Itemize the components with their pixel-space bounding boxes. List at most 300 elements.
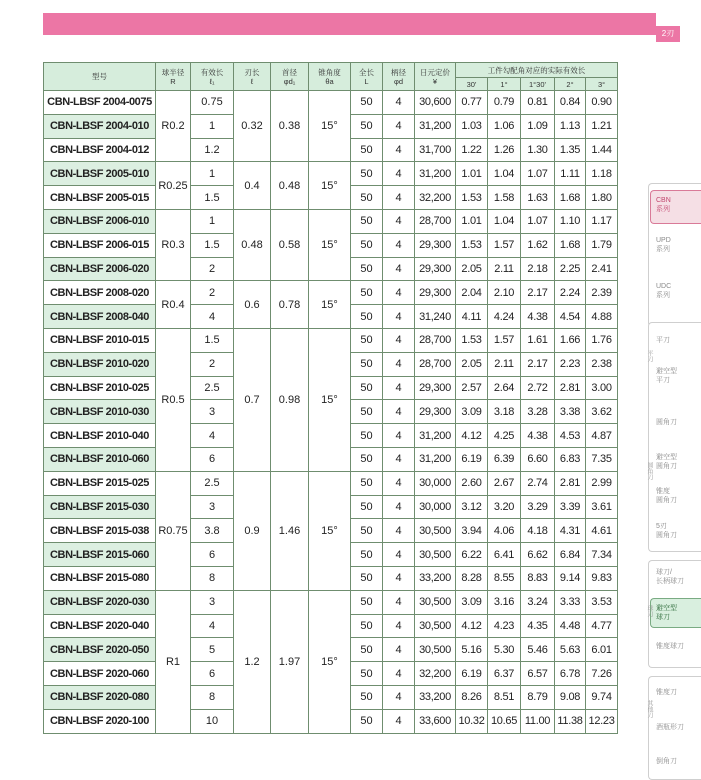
col-angle-1deg30: 1°30' xyxy=(521,78,555,91)
effective-length-cell: 3.53 xyxy=(586,590,618,614)
model-cell: CBN-LBSF 2004-012 xyxy=(44,138,156,162)
shank-cell: 4 xyxy=(383,138,415,162)
effective-length-cell: 3.62 xyxy=(586,400,618,424)
eff-len-cell: 1.5 xyxy=(191,186,234,210)
eff-len-cell: 4 xyxy=(191,424,234,448)
total-len-cell: 50 xyxy=(351,281,383,305)
side-nav-vertical-label: 球刀 xyxy=(646,605,652,617)
price-cell: 28,700 xyxy=(415,209,456,233)
effective-length-cell: 6.19 xyxy=(456,447,488,471)
effective-length-cell: 3.38 xyxy=(555,400,586,424)
effective-length-cell: 2.81 xyxy=(555,471,586,495)
eff-len-cell: 2.5 xyxy=(191,376,234,400)
effective-length-cell: 6.60 xyxy=(521,447,555,471)
effective-length-cell: 4.61 xyxy=(586,519,618,543)
price-cell: 29,300 xyxy=(415,233,456,257)
effective-length-cell: 1.58 xyxy=(488,186,521,210)
effective-length-cell: 3.00 xyxy=(586,376,618,400)
side-nav-item[interactable] xyxy=(656,688,677,697)
price-cell: 29,300 xyxy=(415,400,456,424)
price-cell: 31,200 xyxy=(415,162,456,186)
effective-length-cell: 1.17 xyxy=(586,209,618,233)
total-len-cell: 50 xyxy=(351,495,383,519)
effective-length-cell: 2.38 xyxy=(586,352,618,376)
effective-length-cell: 6.84 xyxy=(555,543,586,567)
neck-cell: 0.48 xyxy=(271,162,309,210)
effective-length-cell: 2.57 xyxy=(456,376,488,400)
radius-cell: R0.75 xyxy=(156,471,191,590)
shank-cell: 4 xyxy=(383,638,415,662)
effective-length-cell: 2.05 xyxy=(456,257,488,281)
price-cell: 30,500 xyxy=(415,543,456,567)
effective-length-cell: 5.63 xyxy=(555,638,586,662)
eff-len-cell: 4 xyxy=(191,305,234,329)
table-row xyxy=(44,328,618,352)
effective-length-cell: 3.39 xyxy=(555,495,586,519)
effective-length-cell: 9.08 xyxy=(555,685,586,709)
effective-length-cell: 0.79 xyxy=(488,91,521,115)
eff-len-cell: 3 xyxy=(191,590,234,614)
side-nav-item[interactable] xyxy=(650,190,701,224)
shank-cell: 4 xyxy=(383,709,415,733)
side-nav-item[interactable] xyxy=(656,487,677,505)
side-nav-label: 球刀/ xyxy=(656,569,672,576)
effective-length-cell: 2.72 xyxy=(521,376,555,400)
effective-length-cell: 2.60 xyxy=(456,471,488,495)
model-cell: CBN-LBSF 2020-050 xyxy=(44,638,156,662)
blade-cell: 0.9 xyxy=(234,471,271,590)
effective-length-cell: 4.88 xyxy=(586,305,618,329)
price-cell: 31,240 xyxy=(415,305,456,329)
eff-len-cell: 3 xyxy=(191,400,234,424)
model-cell: CBN-LBSF 2010-020 xyxy=(44,352,156,376)
price-cell: 31,700 xyxy=(415,138,456,162)
side-nav-item[interactable] xyxy=(656,453,677,471)
effective-length-cell: 2.74 xyxy=(521,471,555,495)
effective-length-cell: 2.81 xyxy=(555,376,586,400)
taper-cell: 15° xyxy=(309,471,351,590)
shank-cell: 4 xyxy=(383,400,415,424)
effective-length-cell: 2.04 xyxy=(456,281,488,305)
col-shank: 柄径 φd xyxy=(383,63,415,91)
eff-len-cell: 8 xyxy=(191,685,234,709)
effective-length-cell: 1.79 xyxy=(586,233,618,257)
effective-length-cell: 2.17 xyxy=(521,281,555,305)
side-nav-sublabel: 平刀 xyxy=(656,377,670,384)
effective-length-cell: 2.41 xyxy=(586,257,618,281)
col-radius: 球半径 R xyxy=(156,63,191,91)
effective-length-cell: 1.80 xyxy=(586,186,618,210)
effective-length-cell: 3.18 xyxy=(488,400,521,424)
side-nav-item[interactable] xyxy=(656,568,684,586)
effective-length-cell: 1.09 xyxy=(521,114,555,138)
model-cell: CBN-LBSF 2010-015 xyxy=(44,328,156,352)
radius-cell: R0.5 xyxy=(156,328,191,471)
effective-length-cell: 6.78 xyxy=(555,662,586,686)
effective-length-cell: 8.55 xyxy=(488,566,521,590)
total-len-cell: 50 xyxy=(351,709,383,733)
effective-length-cell: 1.13 xyxy=(555,114,586,138)
shank-cell: 4 xyxy=(383,424,415,448)
total-len-cell: 50 xyxy=(351,233,383,257)
price-cell: 31,200 xyxy=(415,424,456,448)
total-len-cell: 50 xyxy=(351,209,383,233)
effective-length-cell: 4.77 xyxy=(586,614,618,638)
total-len-cell: 50 xyxy=(351,566,383,590)
side-nav-item[interactable] xyxy=(656,367,677,385)
eff-len-cell: 1.5 xyxy=(191,328,234,352)
col-price: 日元定价 ¥ xyxy=(415,63,456,91)
price-cell: 31,200 xyxy=(415,447,456,471)
effective-length-cell: 2.25 xyxy=(555,257,586,281)
blade-cell: 0.48 xyxy=(234,209,271,280)
effective-length-cell: 1.57 xyxy=(488,328,521,352)
side-nav-vertical-label: 平刀 xyxy=(646,350,652,362)
radius-cell: R0.25 xyxy=(156,162,191,210)
blade-cell: 0.7 xyxy=(234,328,271,471)
effective-length-cell: 6.39 xyxy=(488,447,521,471)
shank-cell: 4 xyxy=(383,209,415,233)
col-total: 全长 L xyxy=(351,63,383,91)
model-cell: CBN-LBSF 2006-015 xyxy=(44,233,156,257)
side-nav-label: 避空型 xyxy=(656,454,677,461)
blade-cell: 0.4 xyxy=(234,162,271,210)
side-nav-sublabel: 系列 xyxy=(656,292,670,299)
effective-length-cell: 4.87 xyxy=(586,424,618,448)
total-len-cell: 50 xyxy=(351,162,383,186)
effective-length-cell: 2.24 xyxy=(555,281,586,305)
effective-length-cell: 7.26 xyxy=(586,662,618,686)
effective-length-cell: 1.57 xyxy=(488,233,521,257)
effective-length-cell: 0.77 xyxy=(456,91,488,115)
taper-cell: 15° xyxy=(309,281,351,329)
effective-length-cell: 11.00 xyxy=(521,709,555,733)
side-nav-item[interactable] xyxy=(656,642,684,651)
effective-length-cell: 8.79 xyxy=(521,685,555,709)
effective-length-cell: 1.53 xyxy=(456,233,488,257)
effective-length-cell: 7.34 xyxy=(586,543,618,567)
side-nav-sublabel: 圆角刀 xyxy=(656,497,677,504)
effective-length-cell: 1.01 xyxy=(456,209,488,233)
effective-length-cell: 4.31 xyxy=(555,519,586,543)
effective-length-cell: 2.10 xyxy=(488,281,521,305)
blade-cell: 0.6 xyxy=(234,281,271,329)
eff-len-cell: 6 xyxy=(191,447,234,471)
eff-len-cell: 8 xyxy=(191,566,234,590)
effective-length-cell: 1.07 xyxy=(521,162,555,186)
total-len-cell: 50 xyxy=(351,376,383,400)
effective-length-cell: 1.10 xyxy=(555,209,586,233)
table-row xyxy=(44,281,618,305)
effective-length-cell: 1.26 xyxy=(488,138,521,162)
table-row xyxy=(44,162,618,186)
effective-length-cell: 2.99 xyxy=(586,471,618,495)
total-len-cell: 50 xyxy=(351,662,383,686)
price-cell: 33,200 xyxy=(415,685,456,709)
shank-cell: 4 xyxy=(383,590,415,614)
neck-cell: 1.46 xyxy=(271,471,309,590)
effective-length-cell: 3.09 xyxy=(456,400,488,424)
blade-cell: 0.32 xyxy=(234,91,271,162)
side-nav-item[interactable] xyxy=(650,598,701,628)
effective-length-cell: 1.21 xyxy=(586,114,618,138)
shank-cell: 4 xyxy=(383,519,415,543)
blade-cell: 1.2 xyxy=(234,590,271,733)
effective-length-cell: 8.28 xyxy=(456,566,488,590)
effective-length-cell: 6.22 xyxy=(456,543,488,567)
eff-len-cell: 2.5 xyxy=(191,471,234,495)
side-nav-item[interactable] xyxy=(656,757,677,766)
effective-length-cell: 6.62 xyxy=(521,543,555,567)
side-nav-sublabel: 圆角刀 xyxy=(656,532,677,539)
total-len-cell: 50 xyxy=(351,257,383,281)
col-angle-group: 工件勾配角对应的实际有效长 xyxy=(456,63,618,78)
model-cell: CBN-LBSF 2015-025 xyxy=(44,471,156,495)
shank-cell: 4 xyxy=(383,257,415,281)
total-len-cell: 50 xyxy=(351,305,383,329)
side-nav-label: 圆角刀 xyxy=(656,419,677,426)
header-band xyxy=(43,13,656,35)
effective-length-cell: 4.38 xyxy=(521,424,555,448)
taper-cell: 15° xyxy=(309,209,351,280)
total-len-cell: 50 xyxy=(351,114,383,138)
effective-length-cell: 10.65 xyxy=(488,709,521,733)
price-cell: 30,500 xyxy=(415,590,456,614)
table-row xyxy=(44,91,618,115)
eff-len-cell: 5 xyxy=(191,638,234,662)
side-nav-item[interactable] xyxy=(656,723,684,732)
price-cell: 28,700 xyxy=(415,352,456,376)
effective-length-cell: 3.12 xyxy=(456,495,488,519)
shank-cell: 4 xyxy=(383,305,415,329)
effective-length-cell: 1.04 xyxy=(488,209,521,233)
taper-cell: 15° xyxy=(309,590,351,733)
total-len-cell: 50 xyxy=(351,186,383,210)
taper-cell: 15° xyxy=(309,91,351,162)
effective-length-cell: 12.23 xyxy=(586,709,618,733)
radius-cell: R0.3 xyxy=(156,209,191,280)
effective-length-cell: 1.68 xyxy=(555,186,586,210)
effective-length-cell: 0.84 xyxy=(555,91,586,115)
price-cell: 30,600 xyxy=(415,91,456,115)
side-nav-item[interactable] xyxy=(656,236,671,254)
shank-cell: 4 xyxy=(383,685,415,709)
side-nav-sublabel: 圆角刀 xyxy=(656,463,677,470)
effective-length-cell: 0.90 xyxy=(586,91,618,115)
model-cell: CBN-LBSF 2020-100 xyxy=(44,709,156,733)
price-cell: 30,500 xyxy=(415,614,456,638)
eff-len-cell: 6 xyxy=(191,543,234,567)
neck-cell: 1.97 xyxy=(271,590,309,733)
side-nav-sublabel: 系列 xyxy=(656,246,670,253)
model-cell: CBN-LBSF 2015-060 xyxy=(44,543,156,567)
effective-length-cell: 1.62 xyxy=(521,233,555,257)
effective-length-cell: 4.53 xyxy=(555,424,586,448)
effective-length-cell: 6.19 xyxy=(456,662,488,686)
effective-length-cell: 1.63 xyxy=(521,186,555,210)
effective-length-cell: 1.03 xyxy=(456,114,488,138)
side-nav-item[interactable] xyxy=(656,336,670,345)
model-cell: CBN-LBSF 2015-030 xyxy=(44,495,156,519)
taper-cell: 15° xyxy=(309,162,351,210)
total-len-cell: 50 xyxy=(351,614,383,638)
effective-length-cell: 6.41 xyxy=(488,543,521,567)
col-angle-3deg: 3° xyxy=(586,78,618,91)
table-row xyxy=(44,590,618,614)
effective-length-cell: 3.33 xyxy=(555,590,586,614)
total-len-cell: 50 xyxy=(351,590,383,614)
side-nav-label: 倒角刀 xyxy=(656,758,677,765)
model-cell: CBN-LBSF 2020-030 xyxy=(44,590,156,614)
effective-length-cell: 0.81 xyxy=(521,91,555,115)
shank-cell: 4 xyxy=(383,566,415,590)
side-nav-label: 平刀 xyxy=(656,337,670,344)
side-nav-label: CBN xyxy=(656,197,671,204)
eff-len-cell: 0.75 xyxy=(191,91,234,115)
total-len-cell: 50 xyxy=(351,519,383,543)
effective-length-cell: 2.39 xyxy=(586,281,618,305)
shank-cell: 4 xyxy=(383,352,415,376)
shank-cell: 4 xyxy=(383,447,415,471)
shank-cell: 4 xyxy=(383,662,415,686)
model-cell: CBN-LBSF 2015-038 xyxy=(44,519,156,543)
eff-len-cell: 3 xyxy=(191,495,234,519)
effective-length-cell: 3.20 xyxy=(488,495,521,519)
side-nav-item[interactable] xyxy=(656,522,677,540)
eff-len-cell: 2 xyxy=(191,281,234,305)
effective-length-cell: 1.53 xyxy=(456,186,488,210)
model-cell: CBN-LBSF 2004-010 xyxy=(44,114,156,138)
effective-length-cell: 8.51 xyxy=(488,685,521,709)
effective-length-cell: 1.61 xyxy=(521,328,555,352)
side-nav-label: UPD xyxy=(656,237,671,244)
model-cell: CBN-LBSF 2010-030 xyxy=(44,400,156,424)
effective-length-cell: 1.01 xyxy=(456,162,488,186)
total-len-cell: 50 xyxy=(351,352,383,376)
side-nav-label: 5刃 xyxy=(656,523,667,530)
side-nav-vertical-label: 其他刀 xyxy=(646,700,652,718)
model-cell: CBN-LBSF 2004-0075 xyxy=(44,91,156,115)
neck-cell: 0.78 xyxy=(271,281,309,329)
effective-length-cell: 1.22 xyxy=(456,138,488,162)
total-len-cell: 50 xyxy=(351,543,383,567)
col-neck: 首径 φd₁ xyxy=(271,63,309,91)
effective-length-cell: 2.11 xyxy=(488,352,521,376)
neck-cell: 0.58 xyxy=(271,209,309,280)
effective-length-cell: 6.01 xyxy=(586,638,618,662)
effective-length-cell: 1.18 xyxy=(586,162,618,186)
model-cell: CBN-LBSF 2010-060 xyxy=(44,447,156,471)
flute-count-tag: 2刃 xyxy=(656,26,680,42)
effective-length-cell: 2.05 xyxy=(456,352,488,376)
effective-length-cell: 3.16 xyxy=(488,590,521,614)
model-cell: CBN-LBSF 2020-080 xyxy=(44,685,156,709)
effective-length-cell: 4.12 xyxy=(456,614,488,638)
shank-cell: 4 xyxy=(383,376,415,400)
price-cell: 33,200 xyxy=(415,566,456,590)
neck-cell: 0.98 xyxy=(271,328,309,471)
model-cell: CBN-LBSF 2008-020 xyxy=(44,281,156,305)
eff-len-cell: 2 xyxy=(191,352,234,376)
effective-length-cell: 9.74 xyxy=(586,685,618,709)
effective-length-cell: 8.83 xyxy=(521,566,555,590)
side-nav-item[interactable] xyxy=(656,418,677,427)
eff-len-cell: 6 xyxy=(191,662,234,686)
effective-length-cell: 4.18 xyxy=(521,519,555,543)
effective-length-cell: 4.24 xyxy=(488,305,521,329)
side-nav-label: 锥度球刀 xyxy=(656,643,684,650)
effective-length-cell: 3.28 xyxy=(521,400,555,424)
effective-length-cell: 4.54 xyxy=(555,305,586,329)
effective-length-cell: 5.30 xyxy=(488,638,521,662)
effective-length-cell: 1.44 xyxy=(586,138,618,162)
effective-length-cell: 6.37 xyxy=(488,662,521,686)
effective-length-cell: 5.46 xyxy=(521,638,555,662)
effective-length-cell: 2.17 xyxy=(521,352,555,376)
total-len-cell: 50 xyxy=(351,91,383,115)
effective-length-cell: 6.57 xyxy=(521,662,555,686)
effective-length-cell: 1.07 xyxy=(521,209,555,233)
shank-cell: 4 xyxy=(383,281,415,305)
shank-cell: 4 xyxy=(383,495,415,519)
effective-length-cell: 4.25 xyxy=(488,424,521,448)
shank-cell: 4 xyxy=(383,186,415,210)
effective-length-cell: 1.35 xyxy=(555,138,586,162)
effective-length-cell: 3.29 xyxy=(521,495,555,519)
price-cell: 30,500 xyxy=(415,638,456,662)
price-cell: 32,200 xyxy=(415,186,456,210)
model-cell: CBN-LBSF 2010-025 xyxy=(44,376,156,400)
effective-length-cell: 2.11 xyxy=(488,257,521,281)
model-cell: CBN-LBSF 2015-080 xyxy=(44,566,156,590)
side-nav-item[interactable] xyxy=(656,282,671,300)
side-nav-sublabel: 长柄球刀 xyxy=(656,578,684,585)
price-cell: 30,500 xyxy=(415,519,456,543)
price-cell: 30,000 xyxy=(415,495,456,519)
side-nav-label: UDC xyxy=(656,283,672,290)
total-len-cell: 50 xyxy=(351,328,383,352)
col-blade: 刃长 ℓ xyxy=(234,63,271,91)
effective-length-cell: 9.83 xyxy=(586,566,618,590)
model-cell: CBN-LBSF 2010-040 xyxy=(44,424,156,448)
effective-length-cell: 4.12 xyxy=(456,424,488,448)
side-nav-label: 酒瓶形刀 xyxy=(656,724,684,731)
model-cell: CBN-LBSF 2006-020 xyxy=(44,257,156,281)
shank-cell: 4 xyxy=(383,114,415,138)
eff-len-cell: 1 xyxy=(191,209,234,233)
col-taper: 锥角度 θa xyxy=(309,63,351,91)
price-cell: 31,200 xyxy=(415,114,456,138)
effective-length-cell: 4.06 xyxy=(488,519,521,543)
eff-len-cell: 1.2 xyxy=(191,138,234,162)
radius-cell: R0.2 xyxy=(156,91,191,162)
effective-length-cell: 4.11 xyxy=(456,305,488,329)
effective-length-cell: 4.23 xyxy=(488,614,521,638)
effective-length-cell: 6.83 xyxy=(555,447,586,471)
col-angle-30min: 30' xyxy=(456,78,488,91)
eff-len-cell: 1 xyxy=(191,162,234,186)
shank-cell: 4 xyxy=(383,91,415,115)
shank-cell: 4 xyxy=(383,614,415,638)
price-cell: 28,700 xyxy=(415,328,456,352)
total-len-cell: 50 xyxy=(351,471,383,495)
radius-cell: R1 xyxy=(156,590,191,733)
effective-length-cell: 11.38 xyxy=(555,709,586,733)
total-len-cell: 50 xyxy=(351,138,383,162)
effective-length-cell: 1.11 xyxy=(555,162,586,186)
table-row xyxy=(44,471,618,495)
taper-cell: 15° xyxy=(309,328,351,471)
